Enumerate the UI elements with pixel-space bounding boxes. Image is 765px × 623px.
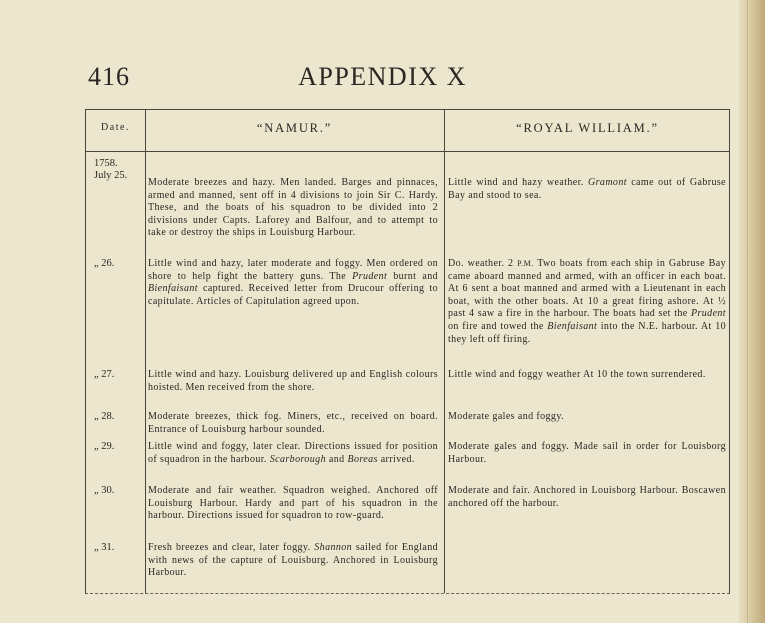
date-cell [86,542,145,554]
date-label: July 25. [94,170,128,181]
text-run: Little wind and hazy weather. [448,177,588,188]
date-label: „ 27. [94,369,115,380]
text-run: Do. weather. 2 [448,258,518,269]
year-label: 1758. [94,158,118,169]
ship-name: Bienfaisant [547,320,598,332]
page-number: 416 [88,62,130,91]
date-cell [86,369,145,381]
namur-entry: Little wind and hazy. Louisburg delivered up and English colours hoisted. Men received from the shore. [148,369,438,393]
royal-william-entry: Moderate gales and foggy. Made sail in order for Louisborg Harbour. [448,441,726,465]
text-run: captured. Received letter from Drucour offering to capitulate. Articles of Capitulation agreed upon. [148,283,438,307]
page-edge-line [747,0,748,623]
namur-entry [148,258,438,308]
column-divider [145,110,146,593]
date-label: „ 28. [94,411,115,422]
header-namur: “NAMUR.” [256,121,333,135]
namur-entry: Moderate breezes, thick fog. Miners, etc., received on board. Entrance of Louisburg harbour sounded. [148,411,438,435]
ship-name: Bienfaisant [148,283,198,295]
time-abbrev: P.M. [517,259,534,268]
text-run: came out of Gabruse Bay and stood to sea. [448,177,726,201]
royal-william-entry: Little wind and foggy weather At 10 the town surrendered. [448,369,706,380]
royal-william-entry [448,258,726,346]
namur-entry [148,542,438,580]
royal-william-entry: Moderate and fair. Anchored in Louisborg Harbour. Boscawen anchored off the harbour. [448,485,726,509]
date-label: „ 30. [94,485,115,496]
header-date: Date. [101,122,130,133]
header-royal-william: “ROYAL WILLIAM.” [516,121,659,135]
ship-name: Gramont [588,177,627,188]
royal-william-entry: Moderate gales and foggy. [448,411,564,422]
text-run: on fire and towed the [448,320,548,332]
royal-william-entry [448,177,726,202]
text-run: Fresh breezes and clear, later foggy. [148,542,315,553]
log-table [85,109,730,594]
ship-name: Prudent [352,270,388,282]
date-cell [86,441,145,453]
namur-entry: Moderate and fair weather. Squadron weighed. Anchored off Louisburg Harbour. Hardy and part of his squadron in the harbour. Directions issued for squadron to row-guard. [148,485,438,522]
running-head: APPENDIX X [298,62,467,91]
column-divider [444,110,445,593]
ship-name: Boreas [347,453,378,465]
text-run: arrived. [377,453,415,465]
text-run: into the N.E. harbour. At 10 they left off firing. [448,320,726,345]
ship-name: Prudent [690,308,726,320]
text-run: burnt and [387,270,438,282]
text-run: sailed for England with news of the capture of Louisburg. Anchored in Louisburg Harbour. [148,542,438,579]
page-edge [739,0,765,623]
text-run: Little wind and hazy, later moderate and foggy. Men ordered on shore to help fight the battery guns. The [148,258,438,282]
date-label: „ 26. [94,258,115,269]
ship-name: Scarborough [269,453,326,465]
date-cell [86,411,145,423]
header-rule [86,151,729,152]
text-run: Little wind and foggy, later clear. Directions issued for position of squadron in the harbour. [148,441,438,465]
text-run: Two boats from each ship in Gabruse Bay came aboard manned and armed, with an officer in each boat. At 6 sent a boat manned and armed with a Lieutenant in each boat, with the other boats. At 10 a great firing ashore. At ½ past 4 saw a fire in the harbour. The boats had set the [448,258,726,320]
namur-entry: Moderate breezes and hazy. Men landed. Barges and pinnaces, armed and manned, sent off in 4 divisions to join Sir C. Hardy. These, and the boats of his squadron to be divided into 2 divisions under Capts. Laforey and Balfour, and to attempt to take or destroy the ships in Louisburg Harbour. [148,177,438,239]
namur-entry [148,441,438,466]
text-run: and [326,453,348,465]
date-cell [86,158,145,182]
ship-name: Shannon [314,542,353,553]
date-label: „ 29. [94,441,115,452]
date-cell [86,485,145,497]
date-cell [86,258,145,270]
date-label: „ 31. [94,542,115,553]
